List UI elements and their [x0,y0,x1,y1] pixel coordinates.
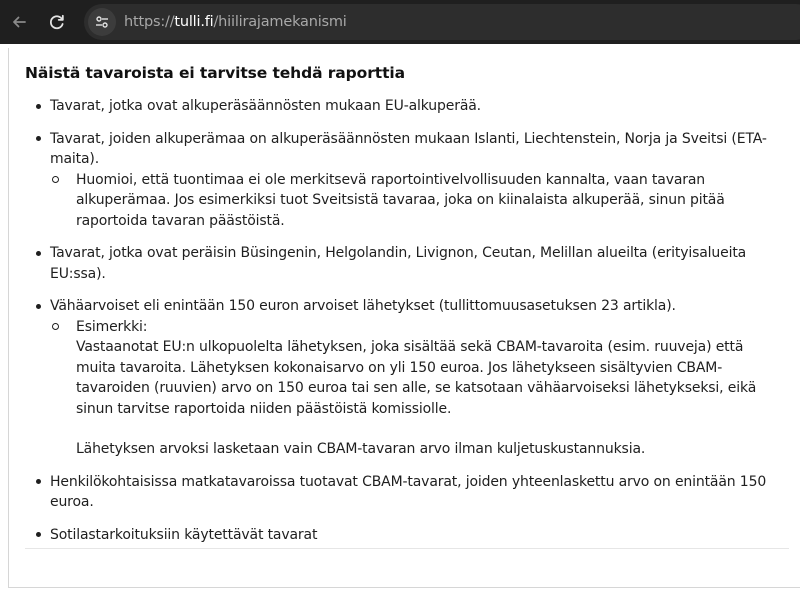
example-note: Lähetyksen arvoksi lasketaan vain CBAM-tavaran arvo ilman kuljetuskustannuksia. [76,441,646,457]
page-content [8,48,800,588]
url-text[interactable] [124,14,347,30]
list-item [25,129,785,232]
list-item-text: Vähäarvoiset eli enintään 150 euron arvoiset lähetykset (tullittomuusasetuksen 23 artikla). [50,298,676,314]
browser-toolbar [0,0,800,44]
url-scheme: https:// [124,14,175,30]
section-divider [25,548,789,549]
address-bar[interactable] [84,4,800,40]
tune-icon [94,14,110,30]
list-item-text: Tavarat, joiden alkuperämaa on alkuperäsäännösten mukaan Islanti, Liechtenstein, Norja ja Sveitsi (ETA-maita). [50,130,767,167]
example-body: Vastaanotat EU:n ulkopuolelta lähetyksen, joka sisältää sekä CBAM-tavaroita (esim. ruuveja) että muita tavaroita. Lähetyksen kokonaisarvo on yli 150 euroa. Jos lähetykseen sisältyvien CBAM-tavaroiden (ruuvien) arvo on 150 euroa tai sen alle, se katsotaan vähäarvoiseksi lähetykseksi, eikä sinun tarvitse raportoida niiden päästöistä komissiolle. [76,339,757,417]
list-item [25,243,785,284]
sub-list-item-text: Huomioi, että tuontimaa ei ole merkitsevä raportointivelvollisuuden kannalta, vaan tavaran alkuperämaa. Jos esimerkiksi tuot Sveitsistä tavaraa, joka on kiinalaista alkuperää, sinun pitää raportoida tavaran päästöistä. [76,171,725,229]
url-host: tulli.fi [174,14,214,30]
list-item-text: Tavarat, jotka ovat peräisin Büsingenin, Helgolandin, Livignon, Ceutan, Melillan alueilta (erityisalueita EU:ssa). [50,245,747,282]
back-button[interactable] [5,8,33,36]
section-heading: Näistä tavaroista ei tarvitse tehdä raporttia [25,64,405,82]
reload-button[interactable] [43,8,71,36]
sub-list-item [50,170,785,232]
url-path: /hiilirajamekanismi [213,14,347,30]
list-item [25,525,785,546]
reload-icon [48,13,66,31]
list-item [25,472,785,513]
list-item-text: Tavarat, jotka ovat alkuperäsäännösten mukaan EU-alkuperää. [50,98,481,114]
list-item-text: Henkilökohtaisissa matkatavaroissa tuotavat CBAM-tavarat, joiden yhteenlaskettu arvo on enintään 150 euroa. [50,473,767,510]
exemption-list [25,96,785,557]
list-item-text: Sotilastarkoituksiin käytettävät tavarat [50,526,318,543]
site-info-button[interactable] [88,8,116,36]
list-item [25,96,785,117]
paragraph-gap [76,419,785,439]
sub-list-item-example [50,317,785,460]
arrow-left-icon [10,13,28,31]
list-item [25,296,785,460]
example-title: Esimerkki: [76,318,148,335]
